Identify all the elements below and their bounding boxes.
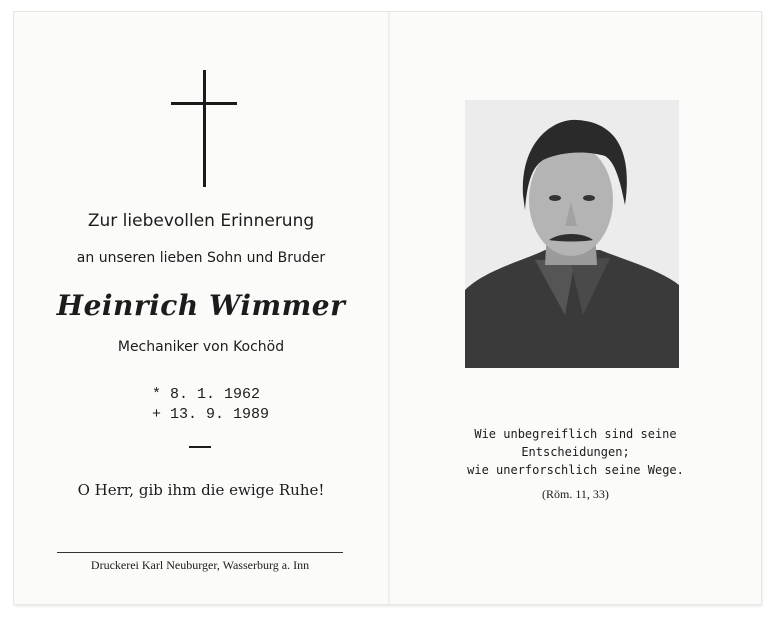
quote-line-3: wie unerforschlich seine Wege. [467, 463, 684, 477]
prayer-text: O Herr, gib ihm die ewige Ruhe! [77, 481, 325, 499]
printer-credit: Druckerei Karl Neuburger, Wasserburg a. Inn [90, 558, 310, 572]
life-dates [152, 385, 269, 425]
quote-reference: (Röm. 11, 33) [542, 487, 609, 501]
birth-date: * 8. 1. 1962 [152, 386, 261, 403]
divider-dash [189, 446, 211, 448]
death-date: + 13. 9. 1989 [152, 406, 270, 423]
intro-line-1: Zur liebevollen Erinnerung [87, 211, 315, 231]
deceased-name: Heinrich Wimmer [56, 289, 346, 322]
portrait-icon [465, 100, 679, 368]
printer-divider [57, 552, 343, 553]
bible-quote [390, 425, 761, 479]
portrait-photo [465, 100, 679, 368]
quote-line-1: Wie unbegreiflich sind seine [474, 427, 677, 441]
memorial-card [14, 12, 761, 604]
right-panel [390, 12, 761, 604]
quote-line-2: Entscheidungen; [521, 445, 630, 459]
intro-line-2: an unseren lieben Sohn und Bruder [76, 250, 326, 266]
left-panel [14, 12, 388, 604]
profession: Mechaniker von Kochöd [117, 339, 285, 355]
